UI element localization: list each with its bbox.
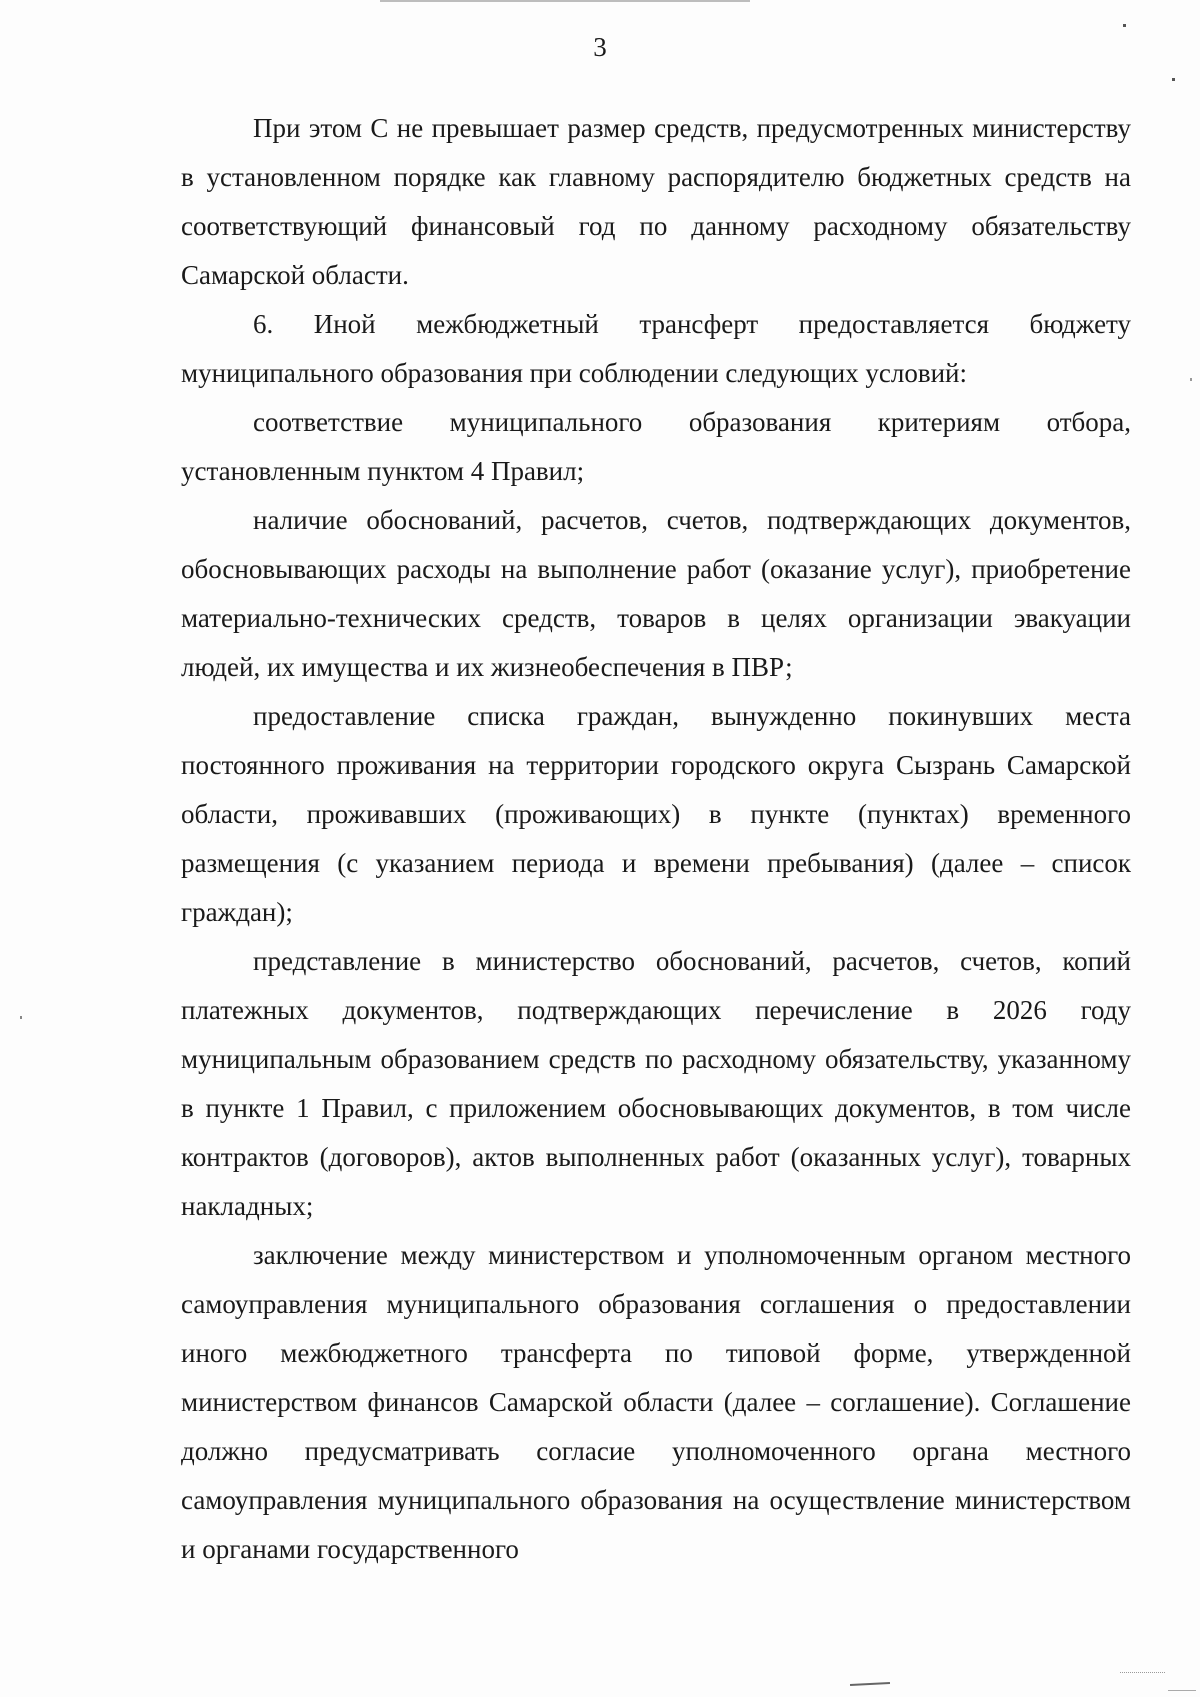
scan-bottom-stroke — [850, 1682, 890, 1686]
scan-top-rule — [380, 0, 750, 2]
paragraph-citizens-list: предоставление списка граждан, вынужденно покинувших места постоянного проживания на территории городского округа Сызрань Самарской области, проживавших (проживающих) в пункте (пунктах) временного размещения (с указанием периода и времени пребывания) (далее – список граждан); — [181, 701, 1131, 927]
scan-speck — [1172, 78, 1175, 81]
paragraph-item-6: 6. Иной межбюджетный трансферт предоставляется бюджету муниципального образования при соблюдении следующих условий: — [181, 309, 1131, 388]
page-number: 3 — [593, 32, 607, 62]
scan-speck — [1123, 24, 1126, 27]
paragraph-payment-documents: представление в министерство обоснований, расчетов, счетов, копий платежных документов, подтверждающих перечисление в 2026 году муниципальным образованием средств по расходному обязательству, указанному в пункте 1 Правил, с приложением обосновывающих документов, в том числе контрактов (договоров), актов выполненных работ (оказанных услуг), товарных накладных; — [181, 946, 1131, 1221]
scan-bottom-dots — [1120, 1672, 1165, 1681]
paragraph-agreement: заключение между министерством и уполномоченным органом местного самоуправления муниципального образования соглашения о предоставлении иного межбюджетного трансферта по типовой форме, утвержденной министерством финансов Самарской области (далее – соглашение). Соглашение должно предусматривать согласие уполномоченного органа местного самоуправления муниципального образования на осуществление министерством и органами государственного — [181, 1240, 1131, 1564]
paragraph-c-limit: При этом С не превышает размер средств, предусмотренных министерству в установленном порядке как главному распорядителю бюджетных средств на соответствующий финансовый год по данному расходному обязательству Самарской области. — [181, 113, 1131, 290]
scan-speck — [20, 1016, 22, 1019]
paragraph-justifications: наличие обоснований, расчетов, счетов, подтверждающих документов, обосновывающих расходы на выполнение работ (оказание услуг), приобретение материально-технических средств, товаров в целях организации эвакуации людей, их имущества и их жизнеобеспечения в ПВР; — [181, 505, 1131, 682]
document-body — [181, 104, 1131, 1574]
scan-speck — [1190, 378, 1192, 381]
scan-bottom-line — [1168, 1690, 1196, 1691]
paragraph-selection-criteria: соответствие муниципального образования критериям отбора, установленным пунктом 4 Правил; — [181, 407, 1131, 486]
